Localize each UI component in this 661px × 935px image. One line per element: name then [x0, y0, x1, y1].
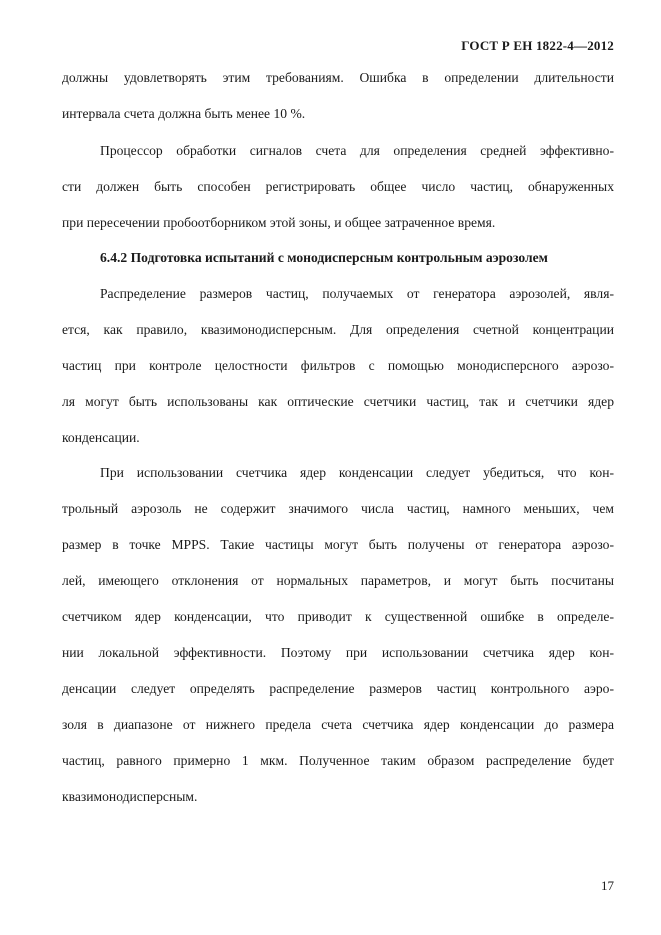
text-line: Процессор обработки сигналов счета для определения средней эффективно-: [100, 143, 614, 158]
text-line: счетчиком ядер конденсации, что приводит к существенной ошибке в определе-: [62, 609, 614, 624]
section-heading: 6.4.2 Подготовка испытаний с монодисперсным контрольным аэрозолем: [100, 250, 548, 265]
text-line: конденсации.: [62, 430, 140, 445]
text-line: размер в точке MPPS. Такие частицы могут быть получены от генератора аэрозо-: [62, 537, 614, 552]
text-line: частиц при контроле целостности фильтров с помощью монодисперсного аэрозо-: [62, 358, 614, 373]
text-line: При использовании счетчика ядер конденсации следует убедиться, что кон-: [100, 465, 614, 480]
text-line: трольный аэрозоль не содержит значимого числа частиц, намного меньших, чем: [62, 501, 614, 516]
text-line: лей, имеющего отклонения от нормальных параметров, и могут быть посчитаны: [62, 573, 614, 588]
text-line: денсации следует определять распределение размеров частиц контрольного аэро-: [62, 681, 614, 696]
text-line: ется, как правило, квазимонодисперсным. Для определения счетной концентрации: [62, 322, 614, 337]
text-line: Распределение размеров частиц, получаемых от генератора аэрозолей, явля-: [100, 286, 614, 301]
text-line: квазимонодисперсным.: [62, 789, 198, 804]
text-line: интервала счета должна быть менее 10 %.: [62, 106, 306, 121]
text-line: частиц, равного примерно 1 мкм. Полученное таким образом распределение будет: [62, 753, 614, 768]
text-line: при пересечении пробоотборником этой зоны, и общее затраченное время.: [62, 215, 496, 230]
text-line: ля могут быть использованы как оптические счетчики частиц, так и счетчики ядер: [62, 394, 614, 409]
text-line: золя в диапазоне от нижнего предела счета счетчика ядер конденсации до размера: [62, 717, 614, 732]
page-number: 17: [601, 878, 614, 893]
standard-header: ГОСТ Р ЕН 1822-4—2012: [461, 38, 614, 53]
text-line: сти должен быть способен регистрировать общее число частиц, обнаруженных: [62, 179, 614, 194]
text-line: нии локальной эффективности. Поэтому при использовании счетчика ядер кон-: [62, 645, 614, 660]
text-line: должны удовлетворять этим требованиям. Ошибка в определении длительности: [62, 70, 614, 85]
